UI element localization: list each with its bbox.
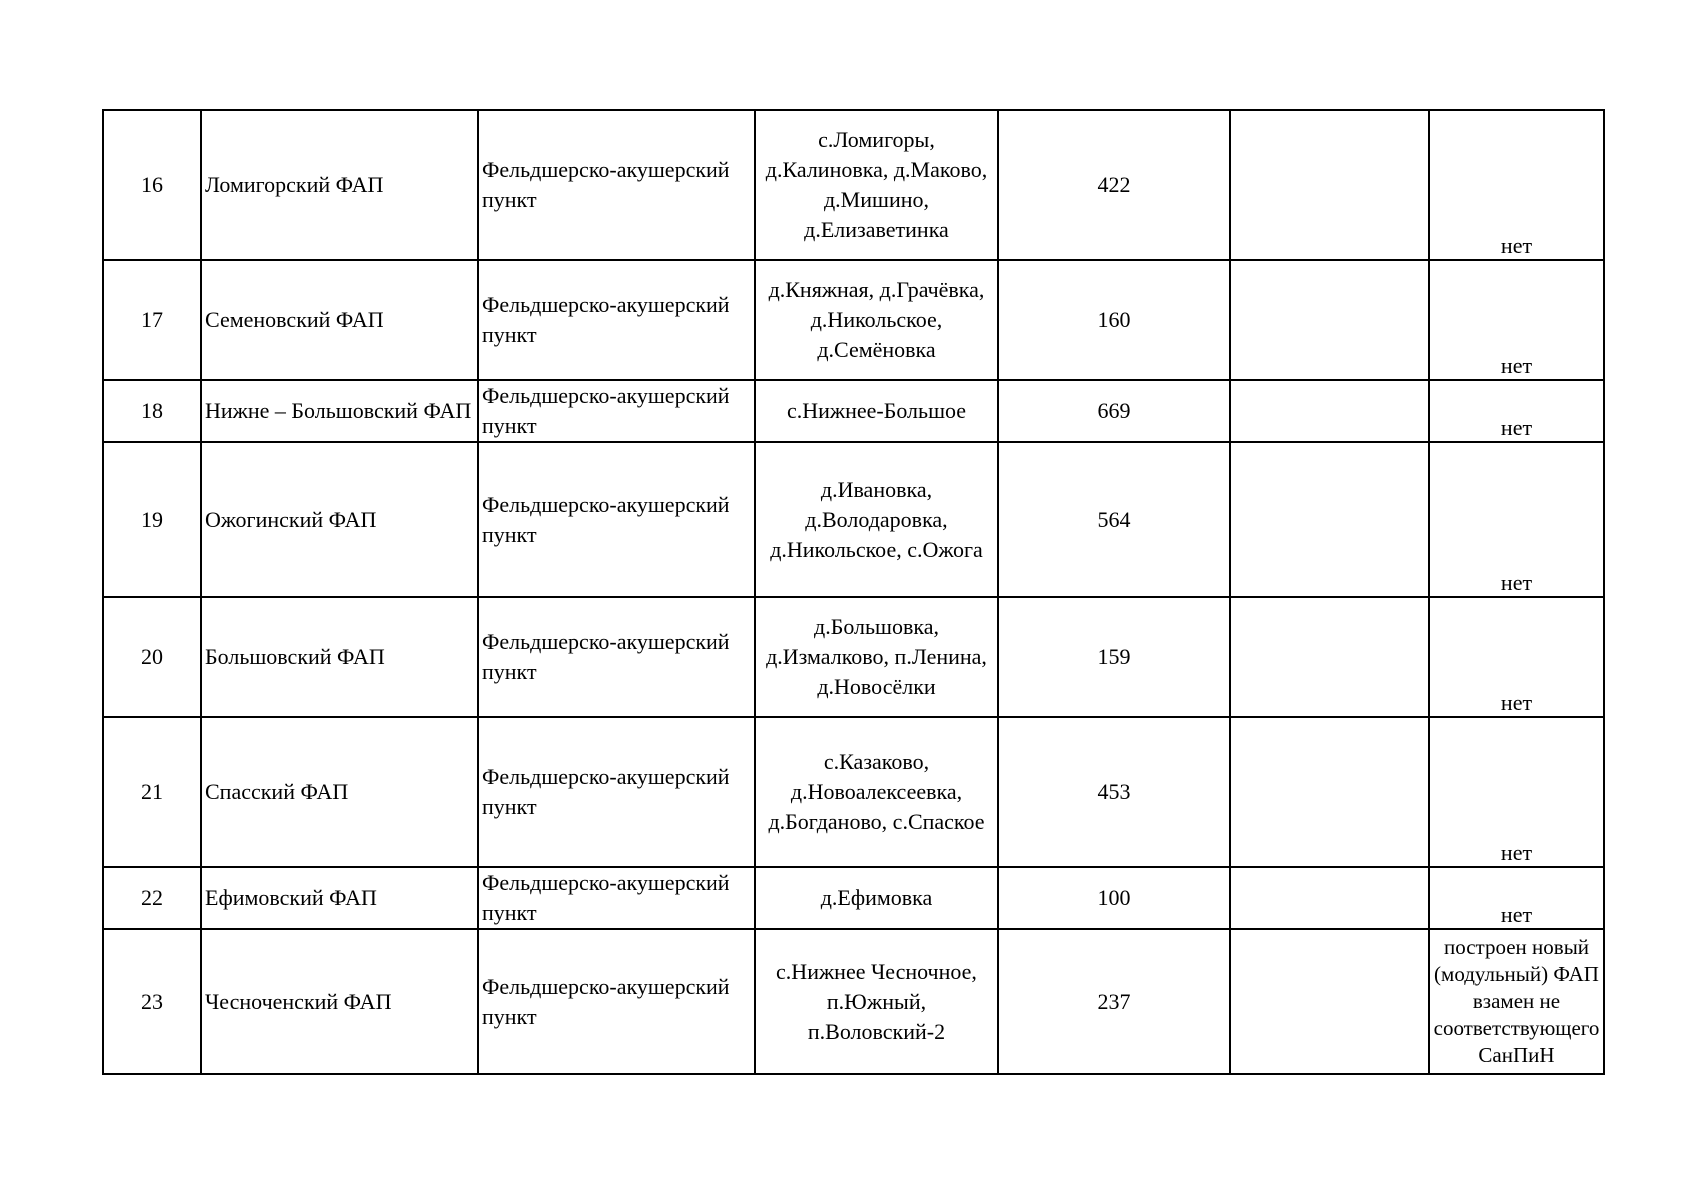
facility-name-cell: Семеновский ФАП bbox=[201, 260, 478, 380]
empty-cell bbox=[1230, 867, 1429, 929]
note-cell: нет bbox=[1429, 380, 1604, 442]
population-cell: 564 bbox=[998, 442, 1230, 597]
facility-type-cell: Фельдшерско-акушерский пункт bbox=[478, 260, 755, 380]
empty-cell bbox=[1230, 929, 1429, 1074]
empty-cell bbox=[1230, 597, 1429, 717]
empty-cell bbox=[1230, 717, 1429, 867]
settlements-cell: с.Казаково, д.Новоалексеевка, д.Богданово, с.Спаское bbox=[755, 717, 998, 867]
facility-name-cell: Чесноченский ФАП bbox=[201, 929, 478, 1074]
settlements-cell: д.Ефимовка bbox=[755, 867, 998, 929]
empty-cell bbox=[1230, 110, 1429, 260]
table-row bbox=[103, 597, 1604, 717]
note-cell: построен новый (модульный) ФАП взамен не соответствующего СанПиН bbox=[1429, 929, 1604, 1074]
note-cell: нет bbox=[1429, 597, 1604, 717]
note-cell: нет bbox=[1429, 717, 1604, 867]
facility-type-cell: Фельдшерско-акушерский пункт bbox=[478, 597, 755, 717]
facility-name-cell: Спасский ФАП bbox=[201, 717, 478, 867]
row-number-cell: 18 bbox=[103, 380, 201, 442]
row-number-cell: 16 bbox=[103, 110, 201, 260]
facility-name-cell: Ожогинский ФАП bbox=[201, 442, 478, 597]
table-row bbox=[103, 380, 1604, 442]
row-number-cell: 21 bbox=[103, 717, 201, 867]
facilities-table bbox=[102, 109, 1605, 1075]
settlements-cell: с.Ломигоры, д.Калиновка, д.Маково, д.Мишино, д.Елизаветинка bbox=[755, 110, 998, 260]
facility-name-cell: Ломигорский ФАП bbox=[201, 110, 478, 260]
empty-cell bbox=[1230, 380, 1429, 442]
settlements-cell: д.Большовка, д.Измалково, п.Ленина, д.Новосёлки bbox=[755, 597, 998, 717]
empty-cell bbox=[1230, 260, 1429, 380]
row-number-cell: 19 bbox=[103, 442, 201, 597]
row-number-cell: 20 bbox=[103, 597, 201, 717]
note-cell: нет bbox=[1429, 260, 1604, 380]
population-cell: 159 bbox=[998, 597, 1230, 717]
note-cell: нет bbox=[1429, 442, 1604, 597]
row-number-cell: 22 bbox=[103, 867, 201, 929]
facility-name-cell: Ефимовский ФАП bbox=[201, 867, 478, 929]
empty-cell bbox=[1230, 442, 1429, 597]
population-cell: 100 bbox=[998, 867, 1230, 929]
facility-name-cell: Нижне – Большовский ФАП bbox=[201, 380, 478, 442]
note-cell: нет bbox=[1429, 867, 1604, 929]
population-cell: 453 bbox=[998, 717, 1230, 867]
table-row bbox=[103, 442, 1604, 597]
table-row bbox=[103, 110, 1604, 260]
facility-name-cell: Большовский ФАП bbox=[201, 597, 478, 717]
table-row bbox=[103, 867, 1604, 929]
row-number-cell: 23 bbox=[103, 929, 201, 1074]
facility-type-cell: Фельдшерско-акушерский пункт bbox=[478, 717, 755, 867]
settlements-cell: д.Ивановка, д.Володаровка, д.Никольское, с.Ожога bbox=[755, 442, 998, 597]
population-cell: 669 bbox=[998, 380, 1230, 442]
note-cell: нет bbox=[1429, 110, 1604, 260]
table-row bbox=[103, 929, 1604, 1074]
facility-type-cell: Фельдшерско-акушерский пункт bbox=[478, 110, 755, 260]
row-number-cell: 17 bbox=[103, 260, 201, 380]
table-row bbox=[103, 717, 1604, 867]
settlements-cell: с.Нижнее-Большое bbox=[755, 380, 998, 442]
population-cell: 160 bbox=[998, 260, 1230, 380]
population-cell: 422 bbox=[998, 110, 1230, 260]
settlements-cell: д.Княжная, д.Грачёвка, д.Никольское, д.Семёновка bbox=[755, 260, 998, 380]
facility-type-cell: Фельдшерско-акушерский пункт bbox=[478, 442, 755, 597]
settlements-cell: с.Нижнее Чесночное, п.Южный, п.Воловский-2 bbox=[755, 929, 998, 1074]
facility-type-cell: Фельдшерско-акушерский пункт bbox=[478, 867, 755, 929]
table-row bbox=[103, 260, 1604, 380]
population-cell: 237 bbox=[998, 929, 1230, 1074]
facility-type-cell: Фельдшерско-акушерский пункт bbox=[478, 380, 755, 442]
facility-type-cell: Фельдшерско-акушерский пункт bbox=[478, 929, 755, 1074]
